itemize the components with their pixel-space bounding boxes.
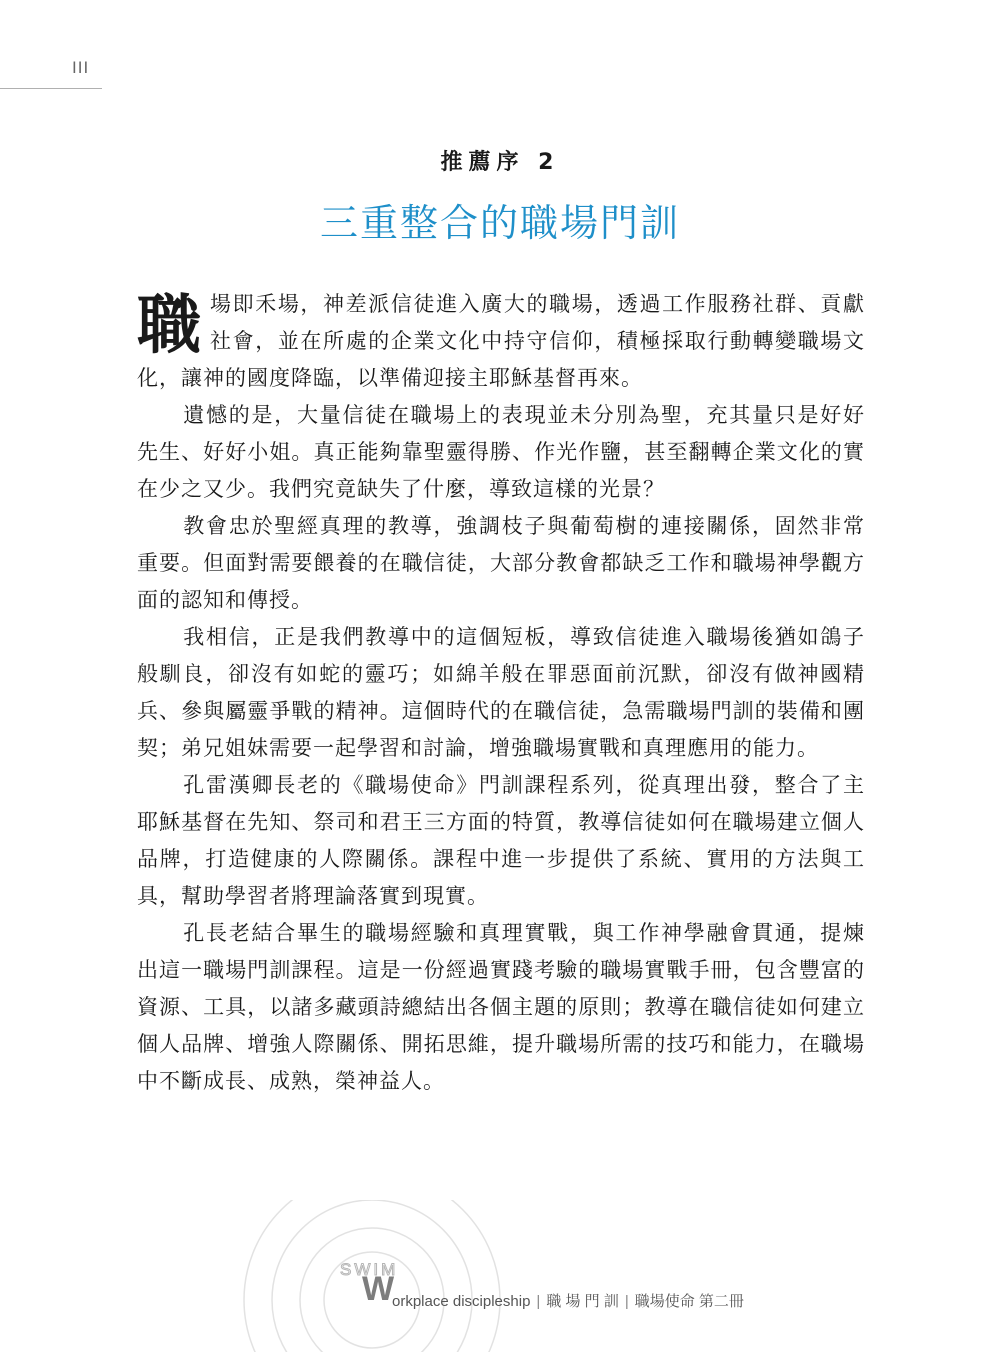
swim-logo-w: W	[362, 1270, 395, 1308]
footer-separator-2: |	[624, 1293, 629, 1310]
paragraph-6: 孔長老結合畢生的職場經驗和真理實戰，與工作神學融會貫通，提煉出這一職場門訓課程。這是一份經過實踐考驗的職場實戰手冊，包含豐富的資源、工具，以諸多藏頭詩總結出各個主題的原則；教導在職信徒如何建立個人品牌、增強人際關係、開拓思維，提升職場所需的技巧和能力，在職場中不斷成長、成熟，榮神益人。	[137, 921, 865, 1093]
paragraph-5: 孔雷漢卿長老的《職場使命》門訓課程系列，從真理出發，整合了主耶穌基督在先知、祭司和君王三方面的特質，教導信徒如何在職場建立個人品牌，打造健康的人際關係。課程中進一步提供了系統、實用的方法與工具，幫助學習者將理論落實到現實。	[137, 773, 865, 908]
swim-logo-text: SWIM	[340, 1260, 399, 1279]
paragraph-1-text: 場即禾場，神差派信徒進入廣大的職場，透過工作服務社群、貢獻社會，並在所處的企業文化中持守信仰，積極採取行動轉變職場文化，讓神的國度降臨，以準備迎接主耶穌基督再來。	[137, 292, 865, 390]
body-text	[137, 286, 865, 1100]
dropcap: 職	[137, 289, 202, 363]
paragraph-1	[137, 286, 865, 397]
footer-caption	[392, 1290, 744, 1311]
paragraph-4: 我相信，正是我們教導中的這個短板，導致信徒進入職場後猶如鴿子般馴良，卻沒有如蛇的靈巧；如綿羊般在罪惡面前沉默，卻沒有做神國精兵、參與屬靈爭戰的精神。這個時代的在職信徒，急需職場門訓的裝備和團契；弟兄姐妹需要一起學習和討論，增強職場實戰和真理應用的能力。	[137, 625, 865, 760]
page-number: III	[72, 58, 90, 77]
footer-text-book: 職場使命 第二冊	[634, 1293, 744, 1310]
paragraph-2: 遺憾的是，大量信徒在職場上的表現並未分別為聖，充其量只是好好先生、好好小姐。真正能夠靠聖靈得勝、作光作鹽，甚至翻轉企業文化的實在少之又少。我們究竟缺失了什麼，導致這樣的光景？	[137, 403, 865, 501]
footer-text-series: 職 場 門 訓	[546, 1293, 619, 1310]
preface-label: 推薦序 2	[440, 150, 560, 175]
footer-separator-1: |	[536, 1293, 541, 1310]
header-rule	[0, 88, 102, 89]
paragraph-3: 教會忠於聖經真理的教導，強調枝子與葡萄樹的連接關係，固然非常重要。但面對需要餵養的在職信徒，大部分教會都缺乏工作和職場神學觀方面的認知和傳授。	[137, 514, 865, 612]
chapter-title: 三重整合的職場門訓	[319, 201, 680, 245]
footer-text-en: orkplace discipleship	[392, 1293, 531, 1310]
footer-circles-decoration	[0, 1200, 1000, 1352]
page-footer	[0, 1200, 1000, 1352]
